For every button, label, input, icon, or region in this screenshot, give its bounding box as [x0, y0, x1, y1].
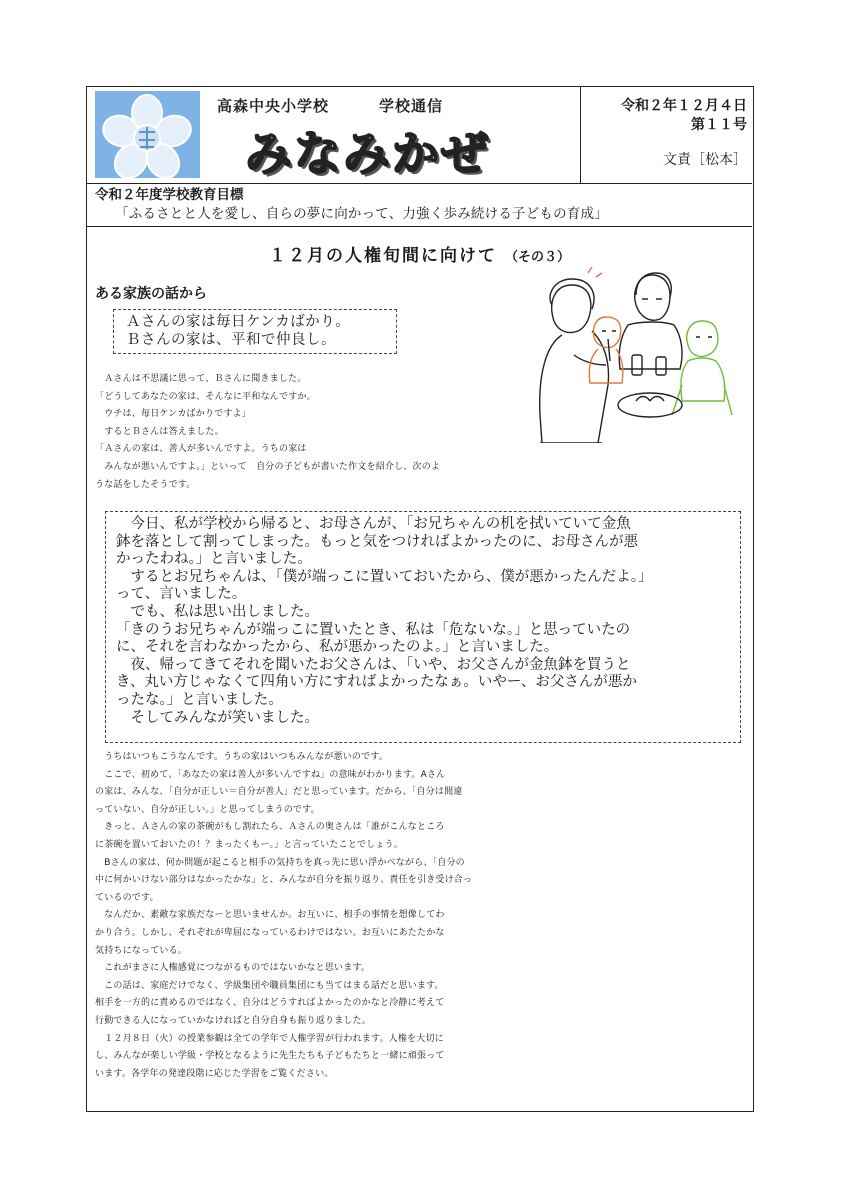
reflection-line: 中に何かいけない部分はなかったかな」と、みんなが自分を振り返り、責任を引き受け合っ [95, 875, 473, 886]
issue-author: 文責［松本］ [663, 152, 747, 168]
essay-line: 今日、私が学校から帰ると、お母さんが、「お兄ちゃんの机を拭いていて金魚 [116, 516, 631, 532]
intro-line: Ａさんの家は毎日ケンカばかり。 [126, 314, 351, 330]
essay-line: 鉢を落として割ってしまった。もっと気をつければよかったのに、お母さんが悪 [116, 533, 638, 550]
essay-line: でも、私は思い出しました。 [116, 603, 319, 620]
reflection-line: ここで、初めて、「あなたの家は善人が多いんですね」の意味がわかります。Aさん [95, 769, 446, 780]
essay-line: そしてみんなが笑いました。 [116, 709, 319, 726]
reflection-line: なんだか、素敵な家族だなーと思いませんか。お互いに、相手の事情を想像してわ [95, 910, 445, 921]
intro-box [113, 309, 397, 354]
essay-line: 夜、帰ってきてそれを聞いたお父さんは、「いや、お父さんが金魚鉢を買うと [116, 656, 631, 673]
story-line: 「Ａさんの家は、善人が多いんですよ。うちの家は [95, 444, 307, 455]
article-title [87, 241, 752, 266]
issue-info [587, 97, 747, 170]
reflection-line: っていない、自分が正しい。」と思ってしまうのです。 [95, 804, 320, 815]
newsletter-title: みなみかぜ [245, 127, 490, 182]
story-paragraph [95, 371, 745, 494]
story-line: 「どうしてあなたの家は、そんなに平和なんですか。 [95, 391, 316, 402]
story-line: みんなが悪いんですよ。」といって 自分の子どもが書いた作文を紹介し、次のよ [95, 461, 441, 472]
school-name-line [217, 95, 443, 116]
story-line: ウチは、毎日ケンカばかりですよ」 [95, 409, 251, 420]
article-title-sub: （その３） [504, 250, 570, 265]
reflection-line: これがまさに人権感覚につながるものではないかなと思います。 [95, 963, 371, 974]
reflection-line: います。各学年の発達段階に応じた学習をご覧ください。 [95, 1068, 334, 1079]
newsletter-frame [86, 86, 754, 1112]
issue-date: 令和２年１２月４日 [621, 98, 747, 114]
essay-line: ったな。」と言いました。 [116, 691, 283, 708]
essay-line: き、丸い方じゃなくて四角い方にすればよかったなぁ。いやー、お父さんが悪か [116, 674, 637, 691]
essay-line: かったわね。」と言いました。 [116, 551, 312, 568]
essay-line: って、言いました。 [116, 586, 247, 603]
header-divider [580, 87, 581, 183]
issue-number: 第１１号 [691, 117, 747, 133]
reflection-line: うちはいつもこうなんです。うちの家はいつもみんなが悪いのです。 [95, 752, 388, 762]
article-subhead: ある家族の話から [95, 286, 207, 302]
newsletter-header [87, 87, 752, 184]
story-line: Ａさんは不思議に思って、Ｂさんに聞きました。 [95, 374, 307, 384]
school-goal-text: 「ふるさとと人を愛し、自らの夢に向かって、力強く歩み続ける子どもの育成」 [115, 206, 608, 222]
reflection-line: Bさんの家は、何か問題が起こると相手の気持ちを真っ先に思い浮かべながら、「自分の [95, 857, 465, 868]
reflection-line: 相手を一方的に責めるのではなく、自分はどうすればよかったのかなと冷静に考えて [95, 998, 445, 1009]
newsletter-type: 学校通信 [379, 97, 444, 115]
reflection-line: この話は、家庭だけでなく、学級集団や職員集団にも当てはまる話だと思います。 [95, 980, 444, 991]
reflection-line: し、みんなが楽しい学級・学校となるように先生たちも子どもたちと一緒に頑張って [95, 1051, 445, 1062]
essay-box [105, 511, 741, 743]
reflection-line: かり合う。しかし、それぞれが卑屈になっているわけではない。お互いにあたたかな [95, 927, 445, 938]
story-line: するとＢさんは答えました。 [95, 426, 224, 437]
reflection-line: きっと、Ａさんの家の茶碗がもし割れたら、Ａさんの奥さんは「誰がこんなところ [95, 822, 445, 833]
reflection-line: の家は、みんな、「自分が正しい＝自分が善人」だと思っています。だから、「自分は間違 [95, 787, 463, 798]
essay-line: 「きのうお兄ちゃんが端っこに置いたとき、私は「危ないな。」と思っていたの [116, 621, 631, 638]
school-goal-label: 令和２年度学校教育目標 [95, 187, 244, 203]
story-line: うな話をしたそうです。 [95, 479, 196, 490]
reflection-paragraph [95, 749, 747, 1083]
reflection-line: ているのです。 [95, 892, 159, 903]
reflection-line: １２月８日（火）の授業参観は全ての学年で人権学習が行われます。人権を大切に [95, 1033, 444, 1044]
school-name: 高森中央小学校 [217, 97, 330, 115]
article-title-main: １２月の人権旬間に向けて [268, 246, 497, 266]
reflection-line: に茶碗を置いておいたの！？まったくもー。」と言っていたことでしょう。 [95, 839, 403, 850]
cherry-blossom-logo-icon [95, 91, 200, 178]
school-goal [87, 183, 752, 227]
reflection-line: 行動できる人になっていかなければと自分自身も振り返りました。 [95, 1015, 372, 1026]
essay-line: に、それを言わなかったから、私が悪かったのよ。」と言いました。 [116, 639, 559, 656]
reflection-line: 気持ちになっている。 [95, 945, 188, 956]
intro-line: Ｂさんの家は、平和で仲良し。 [126, 332, 336, 348]
essay-line: するとお兄ちゃんは、「僕が端っこに置いておいたから、僕が悪かったんだよ。」 [116, 568, 653, 585]
